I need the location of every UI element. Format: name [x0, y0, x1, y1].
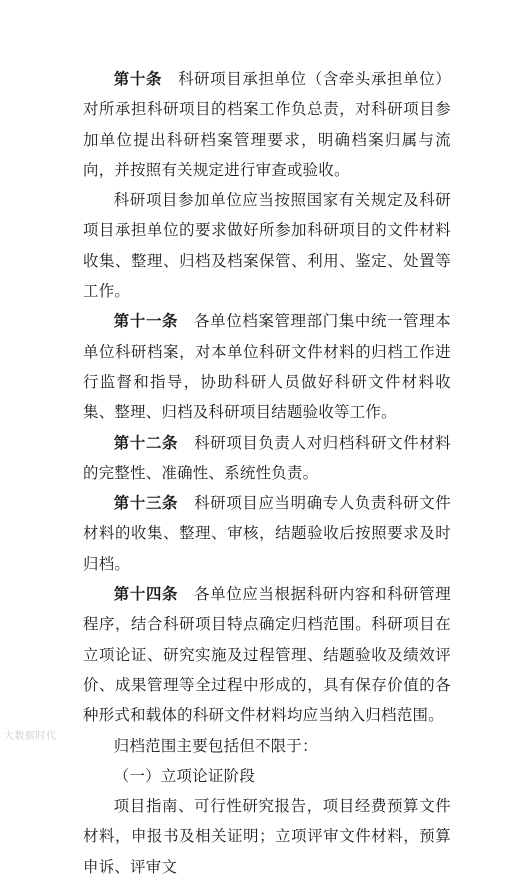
article-number: 第十三条	[113, 494, 179, 513]
paragraph-text: 科研项目参加单位应当按照国家有关规定及科研项目承担单位的要求做好所参加科研项目的文件材料收集、整理、归档及档案保管、利用、鉴定、处置等工作。	[83, 191, 451, 301]
article-number: 第十四条	[113, 585, 179, 604]
section-heading: （一）立项论证阶段	[113, 766, 256, 785]
article-text: 科研项目承担单位（含牵头承担单位）对所承担科研项目的档案工作负总责，对科研项目参加单位提出科研档案管理要求，明确档案归属与流向，并按照有关规定进行审查或验收。	[83, 70, 451, 179]
watermark: 大数据时代	[4, 731, 57, 742]
article-10-paragraph	[83, 64, 451, 185]
scope-intro-paragraph	[83, 731, 451, 761]
paragraph-text: 归档范围主要包括但不限于：	[113, 736, 318, 755]
article-14-paragraph	[83, 579, 451, 730]
article-number: 第十二条	[113, 433, 179, 452]
article-text: 科研项目应当明确专人负责科研文件材料的收集、整理、审核，结题验收后按照要求及时归档。	[83, 494, 451, 573]
article-text: 各单位档案管理部门集中统一管理本单位科研档案，对本单位科研文件材料的归档工作进行监督和指导，协助科研人员做好科研文件材料收集、整理、归档及科研项目结题验收等工作。	[83, 312, 451, 422]
article-number: 第十一条	[113, 312, 179, 331]
article-13-paragraph	[83, 488, 451, 579]
article-11-paragraph	[83, 306, 451, 427]
paragraph-text: 项目指南、可行性研究报告，项目经费预算文件材料，申报书及相关证明；立项评审文件材料，预算申诉、评审文	[83, 797, 451, 876]
article-text: 科研项目负责人对归档科研文件材料的完整性、准确性、系统性负责。	[83, 433, 451, 482]
article-12-paragraph	[83, 428, 451, 489]
document-body	[83, 64, 451, 882]
project-initiation-materials-paragraph	[83, 791, 451, 882]
article-number: 第十条	[113, 70, 163, 88]
participant-unit-paragraph	[83, 185, 451, 306]
article-text: 各单位应当根据科研内容和科研管理程序，结合科研项目特点确定归档范围。科研项目在立项论证、研究实施及过程管理、结题验收及绩效评价、成果管理等全过程中形成的，具有保存价值的各种形式和载体的科研文件材料均应当纳入归档范围。	[83, 585, 451, 725]
